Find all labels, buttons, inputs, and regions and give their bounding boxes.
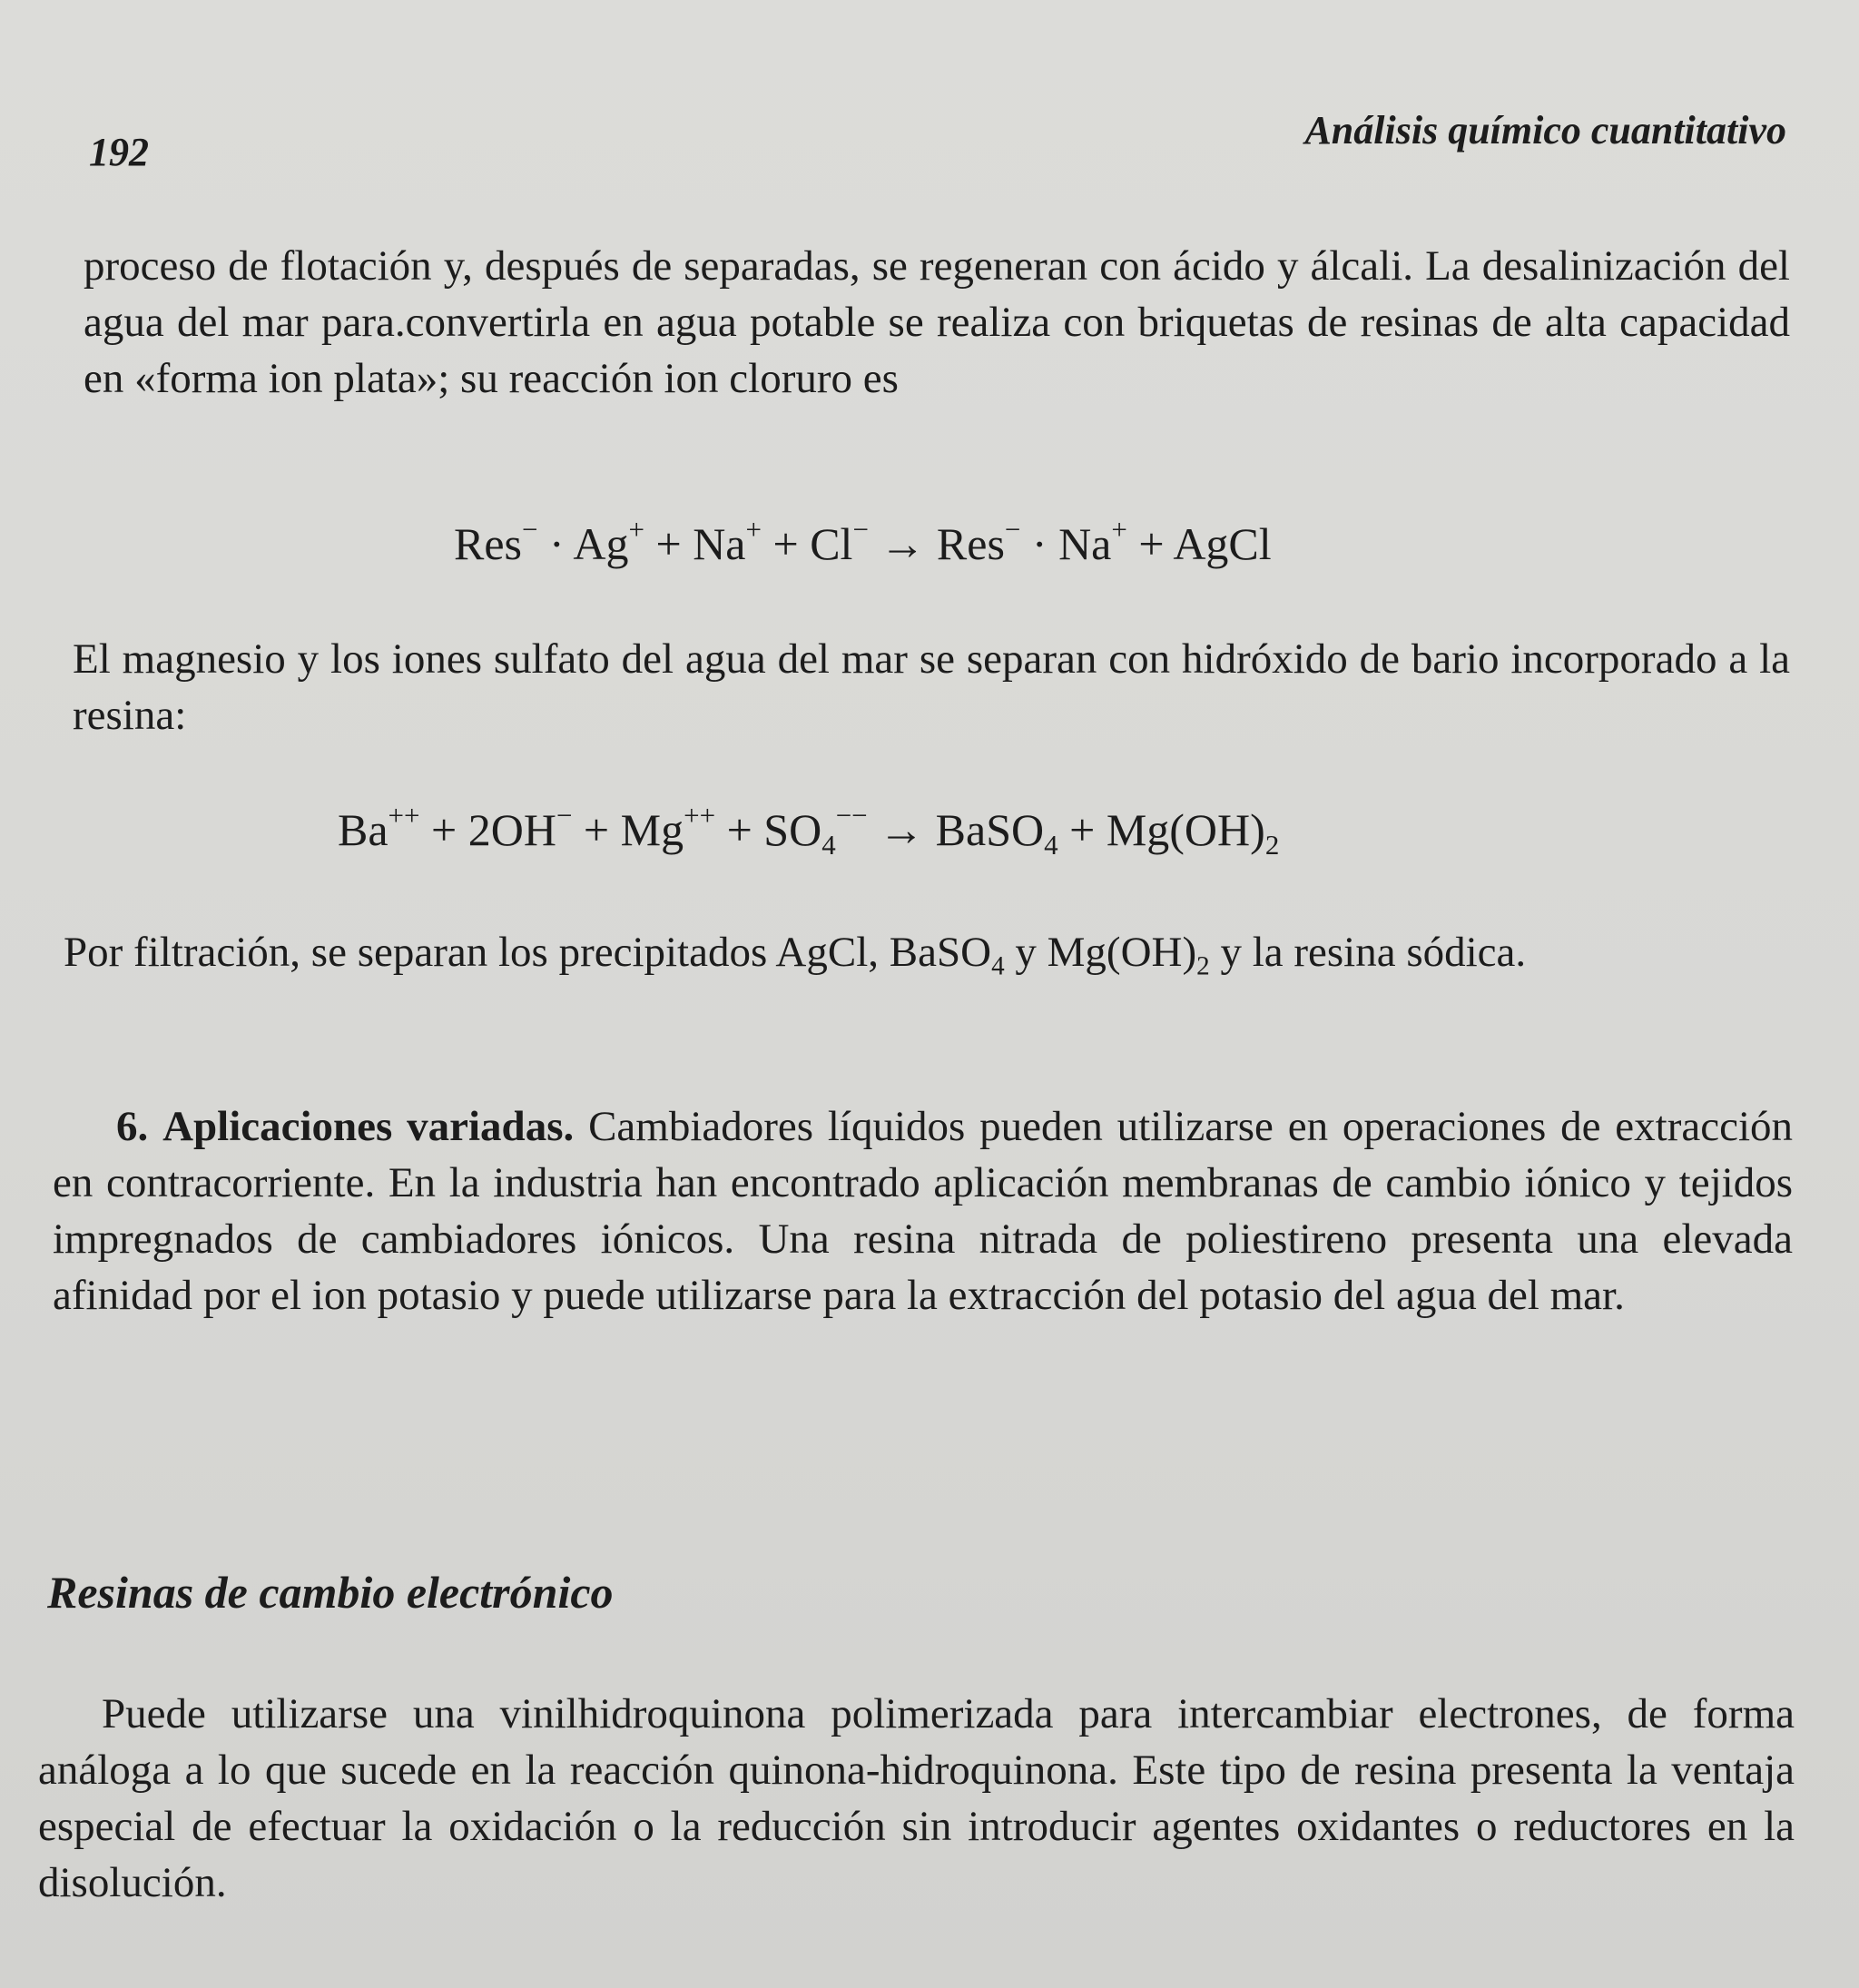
equation-barium: $Ba^{++} + 2OH^- + Mg^{++} + SO_4^{--}$ → BaSO$_4$ + $Mg(OH)_2$ bbox=[338, 799, 1280, 861]
paragraph-magnesium: El magnesio y los iones sulfato del agua del mar se separan con hidróxido de bario incorporado a la resina: bbox=[73, 635, 1790, 739]
paragraph-filtration: Por filtración, se separan los precipitados AgCl, BaSO$_4$ y $Mg(OH)_2$ y la resina sódica. bbox=[64, 929, 1527, 981]
section-applications: 6. Aplicaciones variadas. Cambiadores líquidos pueden utilizarse en operaciones de extracción en contracorriente. En la industria han encontrado aplicación membranas de cambio iónico y tejidos impregnados de cambiadores iónicos. Una resina nitrada de poliestireno presenta una elevada afinidad por el ion potasio y puede utilizarse para la extracción del potasio del agua del mar. bbox=[53, 1103, 1794, 1319]
page-number: 192 bbox=[89, 130, 149, 174]
section-heading: Resinas de cambio electrónico bbox=[47, 1567, 614, 1618]
equation-silver-resin: Res− · Ag+ + Na+ + Cl− → Res− · Na+ + AgCl bbox=[454, 513, 1272, 569]
section-number: 6. bbox=[116, 1103, 149, 1150]
paragraph-desalination: proceso de flotación y, después de separadas, se regeneran con ácido y álcali. La desalinización del agua del mar para.convertirla en agua potable se realiza con briquetas de resinas de alta capacidad en «forma ion plata»; su reacción ion cloruro es bbox=[84, 242, 1790, 402]
running-title: Análisis químico cuantitativo bbox=[1304, 108, 1786, 153]
paragraph-electron-resins: Puede utilizarse una vinilhidroquinona polimerizada para intercambiar electrones, de forma análoga a lo que sucede en la reacción quinona-hidroquinona. Este tipo de resina presenta la ventaja especial de efectuar la oxidación o la reducción sin introducir agentes oxidantes o reductores en la disolución. bbox=[38, 1690, 1795, 1906]
section-title: Aplicaciones variadas. bbox=[162, 1103, 575, 1150]
